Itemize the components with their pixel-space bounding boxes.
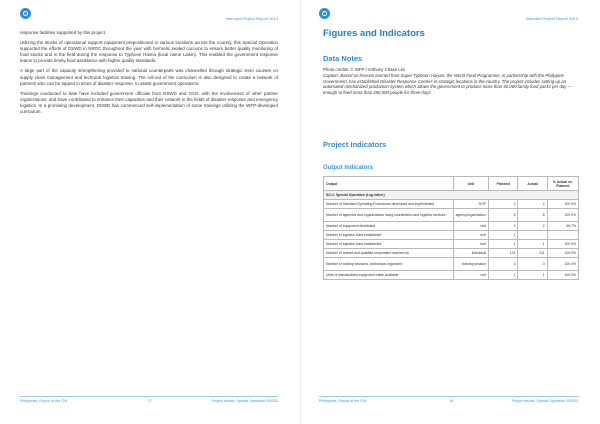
table-row [324, 222, 579, 231]
table-row [324, 200, 579, 209]
table-header-row [324, 177, 579, 191]
cell-output: Number of trained and qualified responders reached by [324, 249, 454, 258]
right-page-number: 18 [449, 399, 453, 403]
cell-planned: 1 [488, 271, 518, 280]
cell-percent: 100.0% [547, 271, 578, 280]
cell-actual: 121 [518, 249, 547, 258]
paragraph: Utilizing the stocks of operational support equipment prepositioned in various locations across the country, this Special Operation supported the efforts of DSWD in NROC throughout the year with hermetic sealed cocoons to ensure better quality monitoring of food stocks and in the field during the response to Typhoon Haima (local name Lawin). This enabled the government response teams to provide timely food assistance with higher quality standards. [20, 40, 278, 64]
cell-planned: 3 [488, 222, 518, 231]
cell-planned: 8 [488, 209, 518, 222]
column-header-output: Output [324, 177, 454, 191]
section-label: SO-1: Special Operation (Log./other) [324, 191, 579, 200]
output-indicators-table [323, 176, 579, 280]
cell-unit: unit [453, 222, 488, 231]
table-row [324, 240, 579, 249]
cell-planned: 3 [488, 258, 518, 271]
cell-actual [518, 231, 547, 240]
cell-unit: SOP [453, 200, 488, 209]
cell-percent [547, 231, 578, 240]
cell-actual: 2 [518, 222, 547, 231]
cell-unit: individual [453, 249, 488, 258]
footer-rule [20, 396, 278, 397]
table-section-row [324, 191, 579, 200]
paragraph: A large part of the capacity strengthening provided to national counterparts was channelled through strategic level courses on supply chain management and technical logistics training. The roll-out of the curriculum is also designed to create a network of partners who can be tapped in times of disaster response, to assist government operations. [20, 68, 278, 86]
table-row [324, 258, 579, 271]
output-indicators-heading: Output Indicators [323, 165, 373, 171]
cell-output: Number of logistics hubs established [324, 231, 454, 240]
data-notes-heading: Data Notes [323, 54, 363, 63]
left-body-text [20, 30, 278, 119]
left-footer-right: Project results, Special Operation 200933 [211, 399, 278, 403]
cell-unit: training session [453, 258, 488, 271]
column-header-percent: % Actual vs. Planned [547, 177, 578, 191]
cell-percent: 100.0% [547, 200, 578, 209]
paragraph: response facilities supported by this project. [20, 30, 107, 35]
right-footer-text: Philippines, Report of the ITM [319, 399, 367, 403]
cell-planned: 1 [488, 231, 518, 240]
cell-unit: unit [453, 271, 488, 280]
cell-actual: 1 [518, 271, 547, 280]
cell-output: Number of Standard Operating Procedures developed and implemented [324, 200, 454, 209]
cell-unit: hub [453, 240, 488, 249]
photo-caption: Caption: Based on lessons learned from Super Typhoon Haiyan, the World Food Programme, in partnership with the Philippine Government, has established Disaster Response Centers in strategic locations in the country. The project includes setting up an automated mechanized production system which allows the government to produce more than 50,000 family food packs per day — enough to feed more than 250,000 people for three days. [323, 73, 572, 95]
right-header-title: Intended Project Report 2013 [525, 16, 578, 21]
cell-actual: 8 [518, 209, 547, 222]
table-row [324, 209, 579, 222]
cell-percent: 100.0% [547, 249, 578, 258]
left-page-number: 17 [148, 399, 152, 403]
cell-actual: 3 [518, 258, 547, 271]
right-footer-right: Project results, Special Operation 200933 [511, 399, 578, 403]
paragraph: Trainings conducted to date have included government officials from DSWD and OCD, with the involvement of other partner organizations, and have contributed to enhance their capacities and their network in the fields of disaster response and emergency logistics. In a promising development, DSWD has commenced self-implementation of some trainings utilizing the WFP-developed curriculum. [20, 90, 278, 115]
cell-planned: 121 [488, 249, 518, 258]
left-header-title: Intended Project Report 2013 [225, 16, 278, 21]
cell-planned: 2 [488, 200, 518, 209]
cell-output: Units of standardized equipment made available [324, 271, 454, 280]
column-header-unit: Unit [453, 177, 488, 191]
cell-percent: 100.0% [547, 240, 578, 249]
cell-actual: 1 [518, 240, 547, 249]
cell-percent: 66.7% [547, 222, 578, 231]
photo-credit: Photo credits: © WFP / Anthony Chase Lim [323, 67, 406, 72]
table-row [324, 231, 579, 240]
table-row [324, 249, 579, 258]
cell-unit: agency/organization [453, 209, 488, 222]
cell-unit: hub [453, 231, 488, 240]
right-page [300, 0, 600, 424]
cell-output: Number of agencies and organizations using coordination and logistics services [324, 209, 454, 222]
cell-output: Number of logistics hubs established [324, 240, 454, 249]
project-indicators-heading: Project Indicators [323, 140, 387, 149]
left-footer-text: Philippines, Report of the ITM [20, 399, 68, 403]
footer-rule [319, 396, 579, 397]
table-row [324, 271, 579, 280]
wfp-logo-icon [319, 8, 330, 19]
wfp-logo-icon [20, 8, 31, 19]
column-header-planned: Planned [488, 177, 518, 191]
cell-output: Number of equipment distributed [324, 222, 454, 231]
column-header-actual: Actual [518, 177, 547, 191]
cell-percent: 100.0% [547, 209, 578, 222]
cell-planned: 1 [488, 240, 518, 249]
cell-output: Number of training sessions, workshops organized [324, 258, 454, 271]
cell-actual: 2 [518, 200, 547, 209]
page-title: Figures and Indicators [323, 28, 425, 39]
cell-percent: 100.0% [547, 258, 578, 271]
